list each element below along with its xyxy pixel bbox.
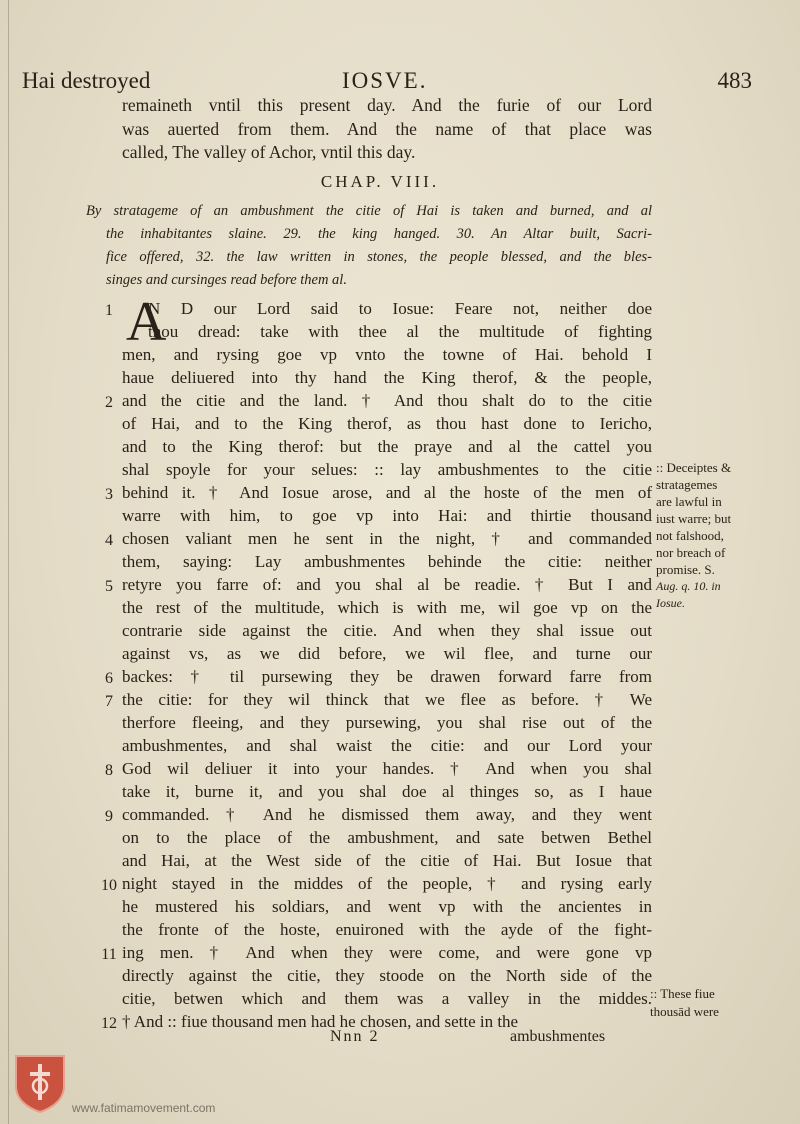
body-line: backes: † til pursewing they be drawen forward farre from <box>122 667 652 686</box>
page-number: 483 <box>717 68 752 93</box>
chapter-summary <box>86 200 652 292</box>
body-line: haue deliuered into thy hand the King therof, & the people, <box>122 368 652 387</box>
verse-number: 1 <box>105 302 113 319</box>
body-line: citie, betwen which and them was a valley in the middes. <box>122 989 652 1008</box>
summary-line: the inhabitantes slaine. 29. the king hanged. 30. An Altar built, Sacri- <box>106 226 652 242</box>
body-line: them, saying: Lay ambushmentes behinde the citie: neither <box>122 552 652 571</box>
header-left: Hai destroyed <box>22 68 151 93</box>
margin-line: :: These fiue <box>650 986 715 1001</box>
margin-line: stratagemes <box>656 477 718 492</box>
body-line: on to the place of the ambushment, and sate betwen Bethel <box>122 828 652 847</box>
summary-line: singes and cursinges read before them al. <box>106 272 347 288</box>
body-line: thou dread: take with thee al the multitude of fighting <box>148 322 652 341</box>
body-line: ing men. † And when they were come, and were gone vp <box>122 943 652 962</box>
marginal-note <box>656 459 766 612</box>
verse-number: 6 <box>105 670 113 687</box>
body-line: and to the King therof: but the praye and al the cattel you <box>122 437 652 456</box>
margin-line: promise. S. <box>656 562 715 577</box>
body-line: † And :: fiue thousand men had he chosen, and sette in the <box>122 1012 519 1031</box>
margin-line: nor breach of <box>656 545 726 560</box>
body-line: night stayed in the middes of the people, † and rysing early <box>122 874 652 893</box>
body-line: he mustered his soldiars, and went vp with the ancientes in <box>122 897 652 916</box>
marginal-note-lower <box>650 985 770 1021</box>
body-line: and Hai, at the West side of the citie of Hai. But Iosue that <box>122 851 652 870</box>
margin-reference: Aug. q. 10. in <box>656 579 721 593</box>
body-line: ambushmentes, and shal waist the citie: and our Lord your <box>122 736 652 755</box>
signature-mark: Nnn 2 <box>330 1028 380 1045</box>
body-line: and the citie and the land. † And thou shalt do to the citie <box>122 391 652 410</box>
body-line: the rest of the multitude, which is with me, wil goe vp on the <box>122 598 652 617</box>
margin-line: thousād were <box>650 1004 719 1019</box>
drop-cap: A <box>126 291 167 353</box>
body-line: directly against the citie, they stoode on the North side of the <box>122 966 652 985</box>
body-line: take it, burne it, and you shal doe al thinges so, as I haue <box>122 782 652 801</box>
verse-number: 10 <box>101 877 117 894</box>
verse-number: 5 <box>105 578 113 595</box>
text-line: remaineth vntil this present day. And the furie of our Lord <box>122 95 652 115</box>
margin-reference: Iosue. <box>656 596 685 610</box>
body-line: warre with him, to goe vp into Hai: and thirtie thousand <box>122 506 652 525</box>
continued-text <box>122 94 652 165</box>
body-line: God wil deliuer it into your handes. † And when you shal <box>122 759 652 778</box>
text-line: called, The valley of Achor, vntil this day. <box>122 142 416 162</box>
summary-line: By stratageme of an ambushment the citie of Hai is taken and burned, and al <box>86 203 652 219</box>
body-line: shal spoyle for your selues: :: lay ambushmentes to the citie <box>122 460 652 479</box>
shield-logo-icon <box>12 1052 68 1114</box>
verse-number: 4 <box>105 532 113 549</box>
body-line: the fronte of the hoste, enuironed with the ayde of the fight- <box>122 920 652 939</box>
body-line: commanded. † And he dismissed them away, and they went <box>122 805 652 824</box>
body-line: chosen valiant men he sent in the night, † and commanded <box>122 529 652 548</box>
verse-number: 12 <box>101 1015 117 1032</box>
verse-number: 8 <box>105 762 113 779</box>
body-line: therfore fleeing, and they pursewing, you shal rise out of the <box>122 713 652 732</box>
summary-line: fice offered, 32. the law written in stones, the people blessed, and the bles- <box>106 249 652 265</box>
watermark-url: www.fatimamovement.com <box>72 1101 216 1115</box>
margin-line: :: Deceiptes & <box>656 460 732 475</box>
body-line: of Hai, and to the King therof, as thou hast done to Iericho, <box>122 414 652 433</box>
body-line: men, and rysing goe vp vnto the towne of Hai. behold I <box>122 345 652 364</box>
page-edge-line <box>8 0 9 1124</box>
verse-number: 2 <box>105 394 113 411</box>
body-line: N D our Lord said to Iosue: Feare not, neither doe <box>148 299 652 318</box>
verse-number: 9 <box>105 808 113 825</box>
chapter-title: CHAP. VIII. <box>320 172 440 191</box>
margin-line: iust warre; but <box>656 511 732 526</box>
margin-line: not falshood, <box>656 528 724 543</box>
body-line: the citie: for they wil thinck that we flee as before. † We <box>122 690 652 709</box>
verse-number: 7 <box>105 693 113 710</box>
chapter-body <box>122 291 652 1033</box>
verse-number: 11 <box>101 946 117 963</box>
header-title: IOSVE. <box>342 68 428 93</box>
body-line: against vs, as we did before, we wil flee, and turne our <box>122 644 652 663</box>
body-line: contrarie side against the citie. And when they shal issue out <box>122 621 652 640</box>
catchword: ambushmentes <box>510 1028 606 1045</box>
text-line: was auerted from them. And the name of that place was <box>122 118 652 139</box>
margin-line: are lawful in <box>656 494 722 509</box>
body-line: behind it. † And Iosue arose, and al the hoste of the men of <box>122 483 652 502</box>
body-line: retyre you farre of: and you shal al be readie. † But I and <box>122 575 652 594</box>
verse-number: 3 <box>105 486 113 503</box>
